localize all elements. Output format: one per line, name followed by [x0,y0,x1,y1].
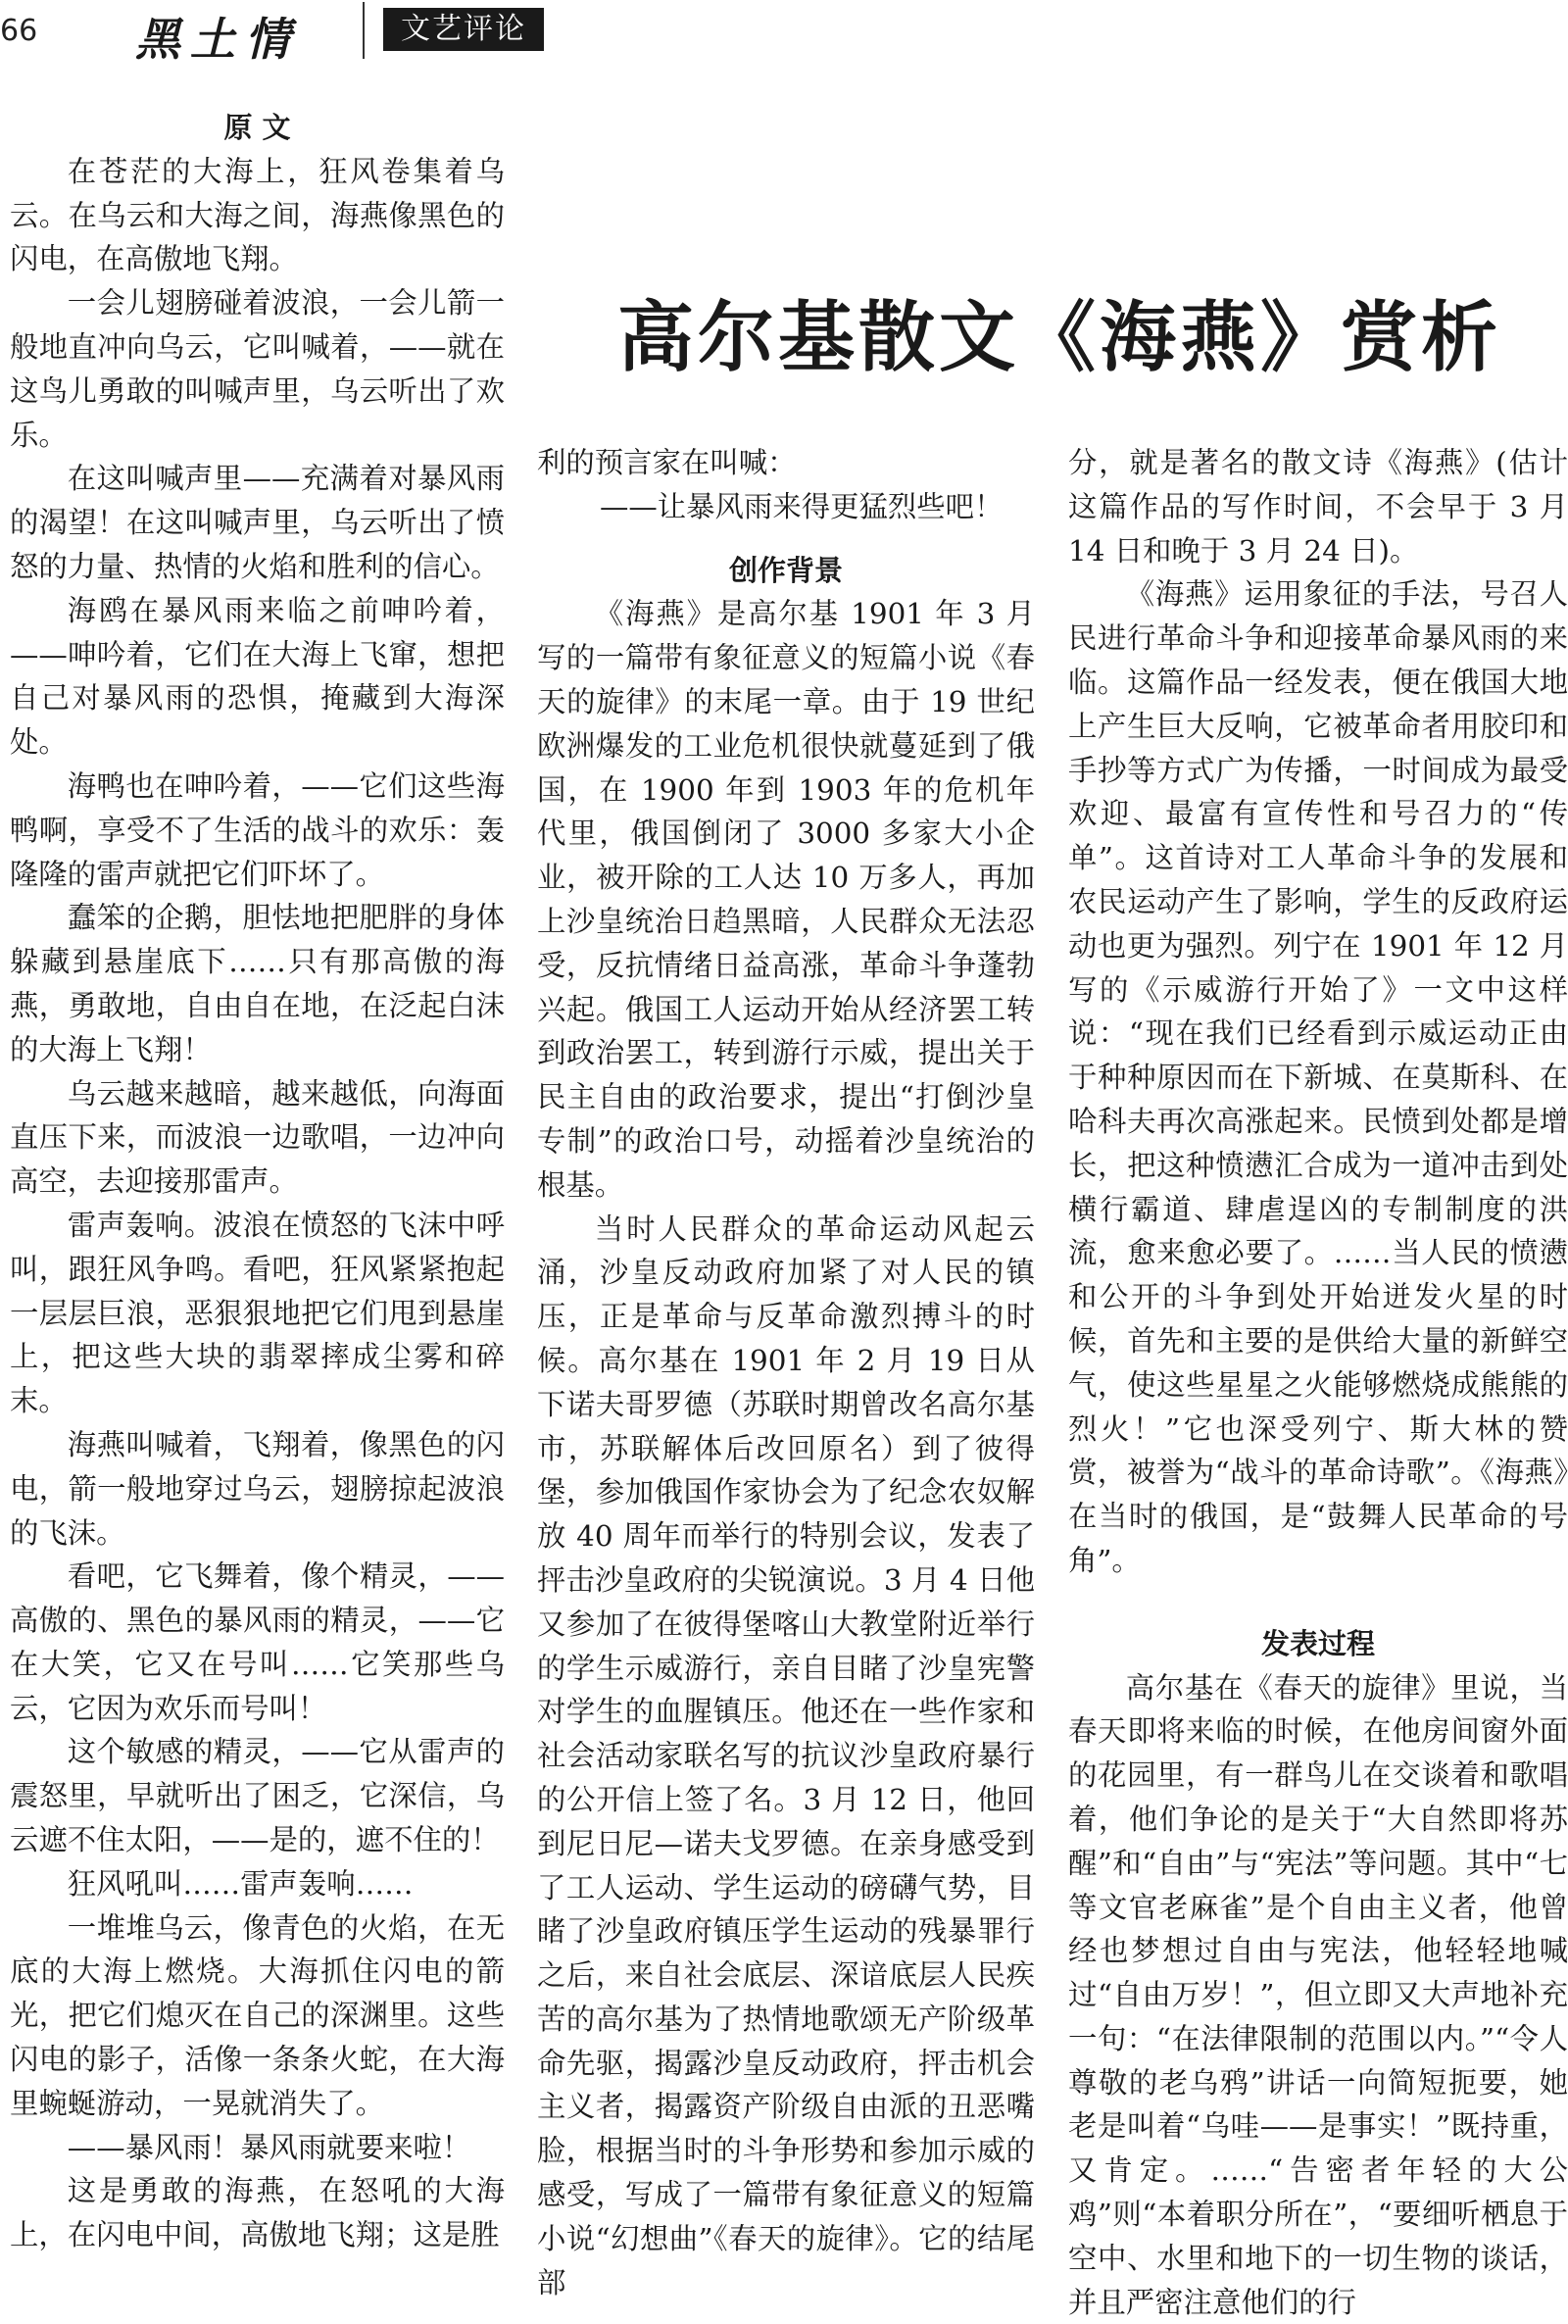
paragraph: 《海燕》是高尔基 1901 年 3 月写的一篇带有象征意义的短篇小说《春天的旋律》的末尾一章。由于 19 世纪欧洲爆发的工业危机很快就蔓延到了俄国，在 1900 年到 1903 年的危机年代里，俄国倒闭了 3000 多家大小企业，被开除的工人达 10 万多人，再加上沙皇统治日趋黑暗，人民群众无法忍受，反抗情绪日益高涨，革命斗争蓬勃兴起。俄国工人运动开始从经济罢工转到政治罢工，转到游行示威，提出关于民主自由的政治要求，提出“打倒沙皇专制”的政治口号，动摇着沙皇统治的根基。 [537,597,1035,1202]
paragraph: ——暴风雨！暴风雨就要来啦！ [67,2130,471,2164]
section-heading-original: 原 文 [223,111,291,144]
paragraph: 这个敏感的精灵，——它从雷声的震怒里，早就听出了困乏，它深信，乌云遮不住太阳，——是的，遮不住的！ [10,1735,505,1857]
column-publication [1068,441,1568,2324]
paragraph: 当时人民群众的革命运动风起云涌，沙皇反动政府加紧了对人民的镇压，正是革命与反革命激烈搏斗的时候。高尔基在 1901 年 2 月 19 日从下诺夫哥罗德（苏联时期曾改名高尔基市，苏联解体后改回原名）到了彼得堡，参加俄国作家协会为了纪念农奴解放 40 周年而举行的特别会议，发表了抨击沙皇政府的尖锐演说。3 月 4 日他又参加了在彼得堡喀山大教堂附近举行的学生示威游行，亲自目睹了沙皇宪警对学生的血腥镇压。他还在一些作家和社会活动家联名写的抗议沙皇政府暴行的公开信上签了名。3 月 12 日，他回到尼日尼—诺夫戈罗德。在亲身感受到了工人运动、学生运动的磅礴气势，目睹了沙皇政府镇压学生运动的残暴罪行之后，来自社会底层、深谙底层人民疾苦的高尔基为了热情地歌颂无产阶级革命先驱，揭露沙皇反动政府，抨击机会主义者，揭露资产阶级自由派的丑恶嘴脸，根据当时的斗争形势和参加示威的感受，写成了一篇带有象征意义的短篇小说“幻想曲”《春天的旋律》。它的结尾部 [537,1211,1035,2299]
section-badge: 文艺评论 [383,8,544,51]
paragraph: 海鸥在暴风雨来临之前呻吟着，——呻吟着，它们在大海上飞窜，想把自己对暴风雨的恐惧，掩藏到大海深处。 [10,593,505,760]
article-title: 高尔基散文《海燕》赏析 [617,294,1502,383]
paragraph: 高尔基在《春天的旋律》里说，当春天即将来临的时候，在他房间窗外面的花园里，有一群鸟儿在交谈着和歌唱着，他们争论的是关于“大自然即将苏醒”和“自由”与“宪法”等问题。其中“七等文官老麻雀”是个自由主义者，他曾经也梦想过自由与宪法，他轻轻地喊过“自由万岁！”，但立即又大声地补充一句：“在法律限制的范围以内。”“令人尊敬的老乌鸦”讲话一向简短扼要，她老是叫着“乌哇——是事实！”既持重，又肯定。……“告密者年轻的大公鸡”则“本着职分所在”，“要细听栖息于空中、水里和地下的一切生物的谈话，并且严密注意他们的行 [1068,1670,1568,2319]
section-heading-publication: 发表过程 [1260,1626,1375,1660]
column-background [537,441,1035,2304]
column-original-text [10,106,505,2257]
paragraph: 蠢笨的企鹅，胆怯地把肥胖的身体躲藏到悬崖底下……只有那高傲的海燕，勇敢地，自由自在地，在泛起白沫的大海上飞翔！ [10,901,505,1066]
magazine-title: 黑土情 [135,13,300,66]
paragraph: 海鸭也在呻吟着，——它们这些海鸭啊，享受不了生活的战斗的欢乐：轰隆隆的雷声就把它们吓坏了。 [10,768,505,891]
paragraph: 海燕叫喊着，飞翔着，像黑色的闪电，箭一般地穿过乌云，翅膀掠起波浪的飞沫。 [10,1427,505,1550]
header-divider [363,2,365,59]
paragraph: 在苍茫的大海上，狂风卷集着乌云。在乌云和大海之间，海燕像黑色的闪电，在高傲地飞翔。 [10,154,505,276]
quote-line: ——让暴风雨来得更猛烈些吧！ [600,489,1004,523]
paragraph: 一堆堆乌云，像青色的火焰，在无底的大海上燃烧。大海抓住闪电的箭光，把它们熄灭在自己的深渊里。这些闪电的影子，活像一条条火蛇，在大海里蜿蜒游动，一晃就消失了。 [10,1910,505,2120]
paragraph: 在这叫喊声里——充满着对暴风雨的渴望！在这叫喊声里，乌云听出了愤怒的力量、热情的火焰和胜利的信心。 [10,462,505,583]
page-header [0,0,1568,66]
section-heading-background: 创作背景 [728,553,843,587]
paragraph: 一会儿翅膀碰着波浪，一会儿箭一般地直冲向乌云，它叫喊着，——就在这鸟儿勇敢的叫喊声里，乌云听出了欢乐。 [10,286,505,452]
paragraph: 《海燕》运用象征的手法，号召人民进行革命斗争和迎接革命暴风雨的来临。这篇作品一经发表，便在俄国大地上产生巨大反响，它被革命者用胶印和手抄等方式广为传播，一时间成为最受欢迎、最富有宣传性和号召力的“传单”。这首诗对工人革命斗争的发展和农民运动产生了影响，学生的反政府运动也更为强烈。列宁在 1901 年 12 月写的《示威游行开始了》一文中这样说：“现在我们已经看到示威运动正由于种种原因而在下新城、在莫斯科、在哈科夫再次高涨起来。民愤到处都是增长，把这种愤懑汇合成为一道冲击到处横行霸道、肆虐逞凶的专制制度的洪流，愈来愈必要了。……当人民的愤懑和公开的斗争到处开始迸发火星的时候，首先和主要的是供给大量的新鲜空气，使这些星星之火能够燃烧成熊熊的烈火！”它也深受列宁、斯大林的赞赏，被誉为“战斗的革命诗歌”。《海燕》在当时的俄国，是“鼓舞人民革命的号角”。 [1068,577,1568,1577]
paragraph: 雷声轰响。波浪在愤怒的飞沫中呼叫，跟狂风争鸣。看吧，狂风紧紧抱起一层层巨浪，恶狠狠地把它们甩到悬崖上，把这些大块的翡翠摔成尘雾和碎末。 [10,1208,505,1418]
paragraph-continuation: 利的预言家在叫喊： [537,446,797,479]
paragraph-continuation: 分，就是著名的散文诗《海燕》(估计这篇作品的写作时间，不会早于 3 月 14 日和晚于 3 月 24 日)。 [1068,446,1568,568]
paragraph: 这是勇敢的海燕，在怒吼的大海上，在闪电中间，高傲地飞翔；这是胜 [10,2174,505,2252]
paragraph: 乌云越来越暗，越来越低，向海面直压下来，而波浪一边歌唱，一边冲向高空，去迎接那雷声。 [10,1076,505,1199]
paragraph: 看吧，它飞舞着，像个精灵，——高傲的、黑色的暴风雨的精灵，——它在大笑，它又在号叫……它笑那些乌云，它因为欢乐而号叫！ [10,1559,505,1725]
paragraph: 狂风吼叫……雷声轰响…… [67,1866,414,1901]
page-number: 66 [0,14,38,48]
